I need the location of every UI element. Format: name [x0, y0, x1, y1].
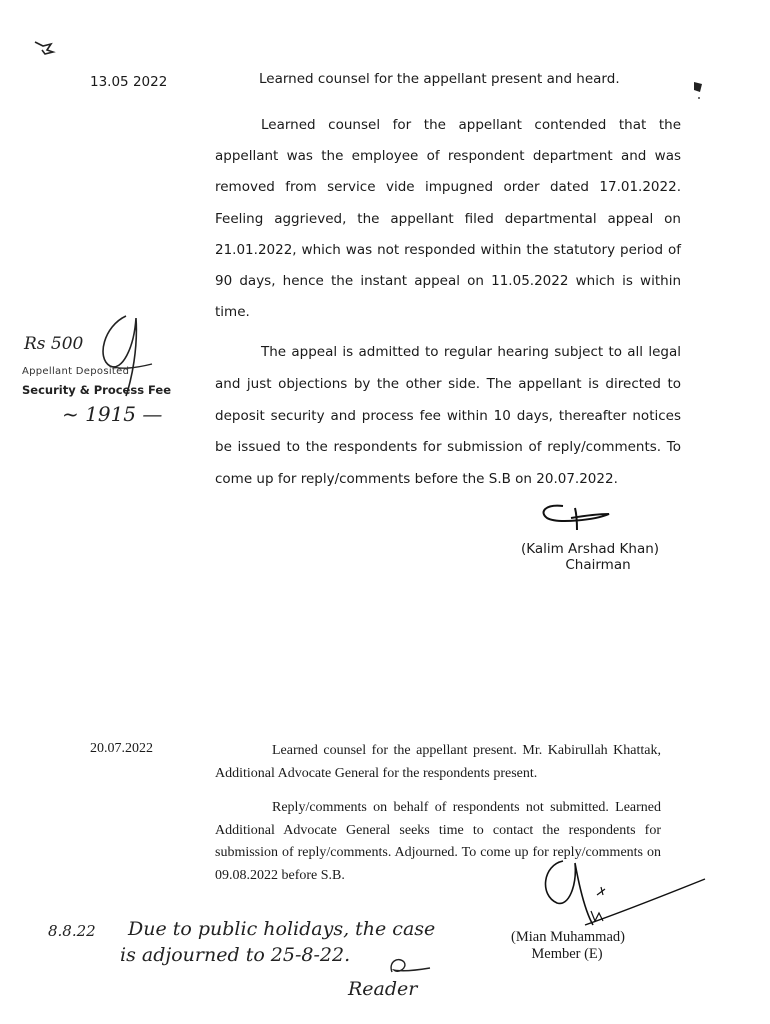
signatory-title: Member (E) — [531, 946, 603, 962]
stamp-line: Appellant Deposited — [22, 366, 130, 377]
signatory-title: Chairman — [565, 557, 631, 573]
member-signature — [535, 855, 725, 935]
paragraph-text: The appeal is admitted to regular hearing subject to all legal and just objections by the other side. The appellant is directed to deposit security and process fee within 10 days, thereafter notices be issued to the respondents for submission of reply/comments. To come up for reply/comments before the S.B on 20.07.2022. — [215, 344, 681, 488]
order-paragraph — [215, 110, 681, 328]
stamp-line: Security & Process Fee — [22, 383, 172, 397]
signatory-name: (Kalim Arshad Khan) — [520, 541, 660, 557]
handwritten-line: is adjourned to 25-8-22. — [120, 944, 351, 966]
margin-amount: Rs 500 — [24, 334, 84, 354]
entry-heading: Learned counsel for the appellant present and heard. — [259, 71, 620, 87]
entry-date: 20.07.2022 — [90, 741, 153, 756]
scan-speck-top-right — [690, 80, 706, 104]
order-paragraph — [215, 337, 681, 496]
entry-date: 13.05 2022 — [90, 74, 168, 90]
handwritten-date: 8.8.22 — [48, 922, 96, 940]
margin-number: ~ 1915 — — [62, 402, 163, 426]
handwritten-signed: Reader — [348, 978, 418, 1000]
handwritten-line: Due to public holidays, the case — [128, 918, 436, 940]
paragraph-text: Learned counsel for the appellant present. Mr. Kabirullah Khattak, Additional Advocate General for the respondents present. — [215, 743, 661, 781]
signatory-name: (Mian Muhammad) — [511, 929, 625, 945]
order-paragraph — [215, 740, 661, 785]
chairman-signature — [535, 496, 625, 536]
paragraph-text: Learned counsel for the appellant contended that the appellant was the employee of respondent department and was removed from service vide impugned order dated 17.01.2022. Feeling aggrieved, the appellant filed departmental appeal on 21.01.2022, which was not responded within the statutory period of 90 days, hence the instant appeal on 11.05.2022 which is within time. — [215, 117, 681, 321]
paragraph-text: Reply/comments on behalf of respondents not submitted. Learned Additional Advocate General seeks time to contact the respondents for submission of reply/comments. Adjourned. To come up for reply/comments on 09.08.2022 before S.B. — [215, 800, 661, 883]
scan-speck-top-left — [33, 38, 63, 58]
